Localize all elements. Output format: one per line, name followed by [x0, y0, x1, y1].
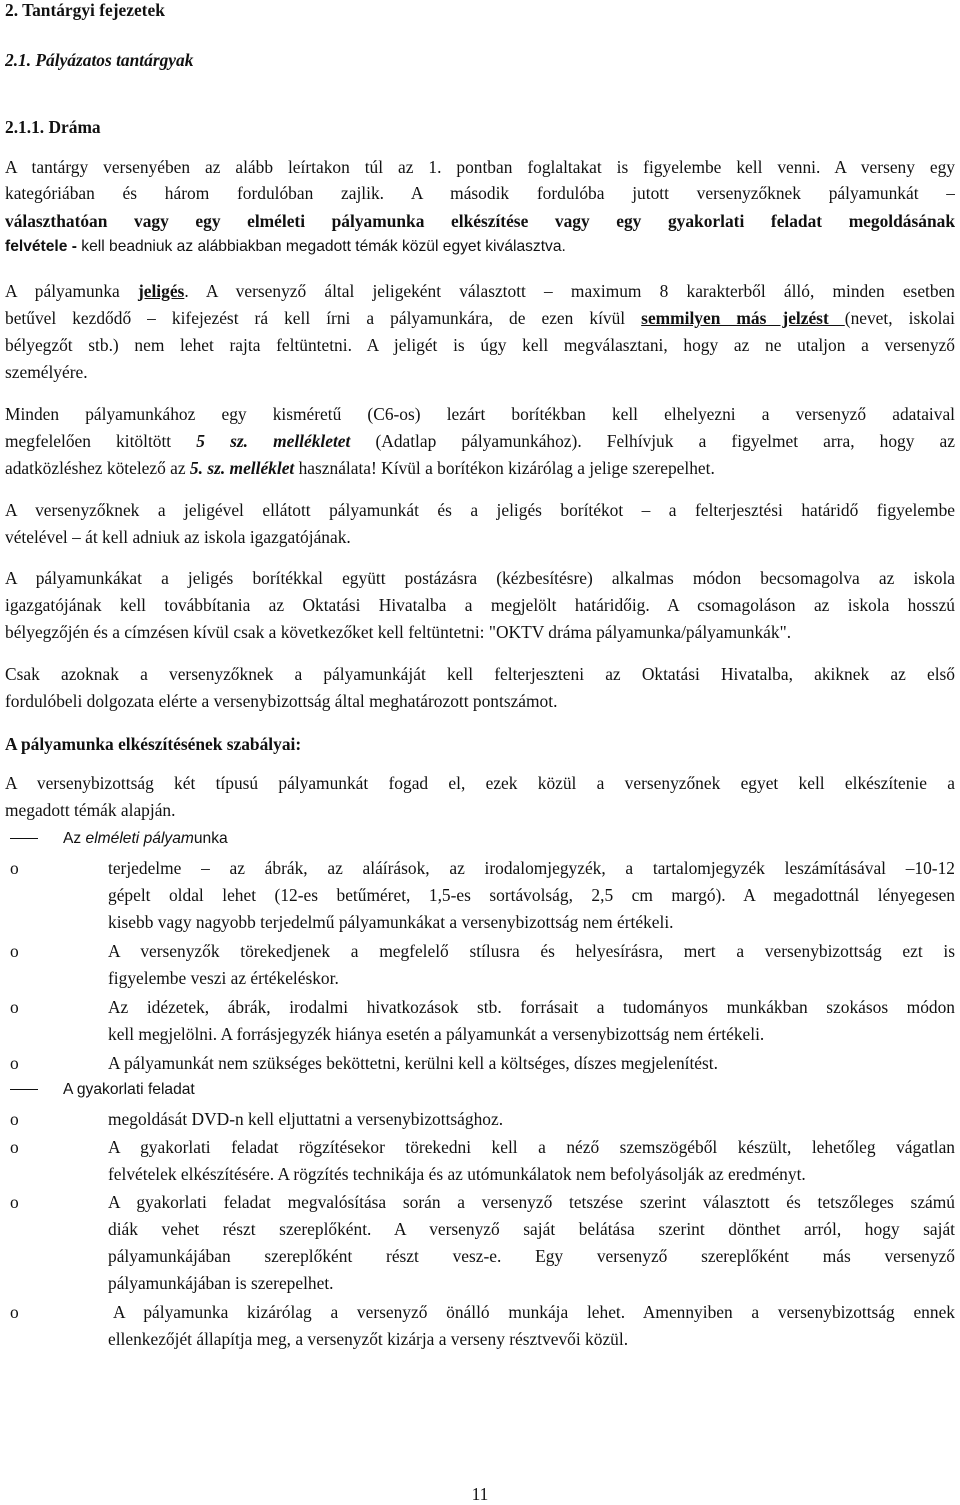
postazas-line-2: igazgatójának kell továbbítania az Oktatási Hivatalba a megjelölt határidőig. A csomagoláson az iskola hosszú [5, 595, 955, 615]
gyakorlati-label [63, 1077, 955, 1103]
intro-line-4-bold: felvétele - [5, 238, 77, 255]
jelige-line-2-a: betűvel kezdődő – kifejezést rá kell írni a pályamunkára, de ezen kívül [5, 308, 642, 328]
gyakorlati-b1-line-1: megoldását DVD-n kell eljuttatni a versenybizottsághoz. [108, 1109, 504, 1129]
boritek-line-2 [5, 428, 955, 454]
gyakorlati-b4-line-1: A pályamunka kizárólag a versenyző önálló munkája lehet. Amennyiben a versenybizottság ennek [113, 1302, 955, 1322]
masodik-fordulo-line-1: Csak azoknak a versenyzőknek a pályamunkáját kell felterjeszteni az Oktatási Hivatalba, akiknek az első [5, 664, 955, 684]
page-number: 11 [471, 1484, 489, 1504]
intro-line-2 [5, 180, 955, 206]
elmeleti-label-c: unka [193, 830, 228, 847]
boritek-line-3-a: adatközléshez kötelező az [5, 458, 190, 478]
postazas-line-1: A pályamunkákat a jeligés borítékkal együtt postázásra (kézbesítésre) alkalmas módon becsomagolva az iskola [5, 568, 955, 588]
gyakorlati-b2-line-1: A gyakorlati feladat rögzítésekor törekedni kell a néző szemszögéből készült, lehetőleg vágatlan [108, 1137, 955, 1157]
masodik-fordulo-line-2: fordulóbeli dolgozata elérte a versenybizottság által meghatározott pontszámot. [5, 691, 558, 711]
intro-line-4 [5, 234, 955, 260]
rules-heading: A pályamunka elkészítésének szabályai: [5, 734, 302, 754]
chapter-heading: 2. Tantárgyi fejezetek [5, 0, 165, 20]
list-bullet: o [10, 858, 19, 878]
gyakorlati-b3-line-2: diák vehet részt szereplőként. A versenyző saját belátása szerint dönthet arról, hogy saját [108, 1219, 955, 1239]
gyakorlati-b2-line-2: felvételek elkészítésére. A rögzítés technikája és az utómunkálatok nem befolyásolják az eredményt. [108, 1164, 806, 1184]
boritek-attachment-ref: 5 sz. mellékletet [196, 431, 351, 451]
dash-bullet-elmeleti [10, 838, 38, 839]
gyakorlati-label-a: A gyak [63, 1081, 110, 1098]
elmeleti-b1-line-1: terjedelme – az ábrák, az aláírások, az irodalomjegyzék, a tartalomjegyzék leszámításával –10-12 [108, 858, 955, 878]
rules-intro-line-2: megadott témák alapján. [5, 800, 176, 820]
elmeleti-b3-line-1: Az idézetek, ábrák, irodalmi hivatkozások stb. forrásait a tudományos munkákban szokásos módon [108, 997, 955, 1017]
intro-line-4-rest: kell beadniuk az alábbiakban megadott témák közül egyet kiválasztva. [81, 238, 566, 255]
elmeleti-b1-line-3: kisebb vagy nagyobb terjedelmű pályamunkákat a versenybizottság nem értékeli. [108, 912, 674, 932]
elmeleti-b1-line-2: gépelt oldal lehet (12-es betűméret, 1,5-es sortávolság, 2,5 cm margó). A megadottnál lényegesen [108, 885, 955, 905]
subsection-heading: 2.1.1. Dráma [5, 117, 101, 137]
intro-line-2-part-a: kategóriában és három fordulóban zajlik. [5, 183, 385, 203]
jelige-line-2-c: (nevet, iskolai [844, 308, 955, 328]
gyakorlati-label-b: orlati feladat [109, 1081, 195, 1098]
list-bullet: o [10, 1302, 19, 1322]
felterjesztes-line-1: A versenyzőknek a jeligével ellátott pályamunkát és a jeligés borítékot – a felterjesztési határidő figyelembe [5, 500, 955, 520]
boritek-line-2-a: megfelelően kitöltött [5, 431, 197, 451]
boritek-line-1: Minden pályamunkához egy kisméretű (C6-os) lezárt borítékban kell elhelyezni a versenyző adataival [5, 404, 955, 424]
jelige-line-2 [5, 305, 955, 331]
elmeleti-label [63, 826, 955, 852]
intro-line-1: A tantárgy versenyében az alább leírtakon túl az 1. pontban foglaltakat is figyelembe kell venni. A verseny egy [5, 157, 955, 177]
gyakorlati-b3-line-3: pályamunkájában szereplőként részt vesz-e. Egy versenyző szereplőként más versenyző [108, 1246, 955, 1266]
jelige-line-1-c: . A versenyző által jeligeként választott – maximum 8 karakterből álló, minden esetben [184, 281, 955, 301]
jelige-line-3: bélyegzőt stb.) nem lehet rajta feltüntetni. A jeligét is úgy kell megválasztani, hogy az ne utaljon a versenyző [5, 335, 955, 355]
boritek-line-3 [5, 455, 955, 481]
boritek-line-2-c: (Adatlap pályamunkához). Felhívjuk a figyelmet arra, hogy az [350, 431, 955, 451]
jelige-keyword: jeligés [137, 281, 185, 301]
elmeleti-b3-line-2: kell megjelölni. A forrásjegyzék hiánya esetén a pályamunkát a versenybizottság nem értékeli. [108, 1024, 765, 1044]
elmeleti-b2-line-2: figyelembe veszi az értékeléskor. [108, 968, 339, 988]
list-bullet: o [10, 1053, 19, 1073]
list-bullet: o [10, 1109, 19, 1129]
jelige-line-1 [5, 278, 955, 304]
intro-line-2-part-b: A második fordulóba jutott versenyzőknek pályamunkát – [410, 183, 955, 203]
jelige-line-4: személyére. [5, 362, 88, 382]
jelige-line-1-a: A pályamunka [5, 281, 138, 301]
gyakorlati-b3-line-4: pályamunkájában is szerepelhet. [108, 1273, 334, 1293]
elmeleti-b4-line-1: A pályamunkát nem szükséges beköttetni, kerülni kell a költséges, díszes megjelenítést. [108, 1053, 718, 1073]
elmeleti-label-a: Az [63, 830, 86, 847]
dash-bullet-gyakorlati [10, 1089, 38, 1090]
elmeleti-b2-line-1: A versenyzők törekedjenek a megfelelő stílusra és helyesírásra, mert a versenybizottság ezt is [108, 941, 955, 961]
list-bullet: o [10, 997, 19, 1017]
list-bullet: o [10, 1137, 19, 1157]
list-bullet: o [10, 941, 19, 961]
gyakorlati-b4-line-2: ellenkezőjét állapítja meg, a versenyzőt kizárja a verseny résztvevői közül. [108, 1329, 629, 1349]
gyakorlati-b3-line-1: A gyakorlati feladat megvalósítása során a versenyző tetszése szerint választott és tetszőleges számú [108, 1192, 955, 1212]
rules-intro-line-1: A versenybizottság két típusú pályamunkát fogad el, ezek közül a versenyzőnek egyet kell elkészítenie a [5, 773, 955, 793]
list-bullet: o [10, 1192, 19, 1212]
intro-line-3: választhatóan vagy egy elméleti pályamunka elkészítése vagy egy gyakorlati feladat megoldásának [5, 211, 955, 231]
elmeleti-label-b: elméleti pályam [85, 830, 194, 847]
felterjesztes-line-2: vételével – át kell adniuk az iskola igazgatójának. [5, 527, 351, 547]
boritek-line-3-c: használata! Kívül a borítékon kizárólag a jelige szerepelhet. [294, 458, 715, 478]
postazas-line-3: bélyegzőjén és a címzésen kívül csak a következőket kell feltüntetni: "OKTV dráma pályamunka/pályamunkák". [5, 622, 792, 642]
section-heading: 2.1. Pályázatos tantárgyak [5, 50, 194, 70]
boritek-attachment-ref-2: 5. sz. melléklet [189, 458, 295, 478]
jelige-no-mark: semmilyen más jelzést [641, 308, 845, 328]
